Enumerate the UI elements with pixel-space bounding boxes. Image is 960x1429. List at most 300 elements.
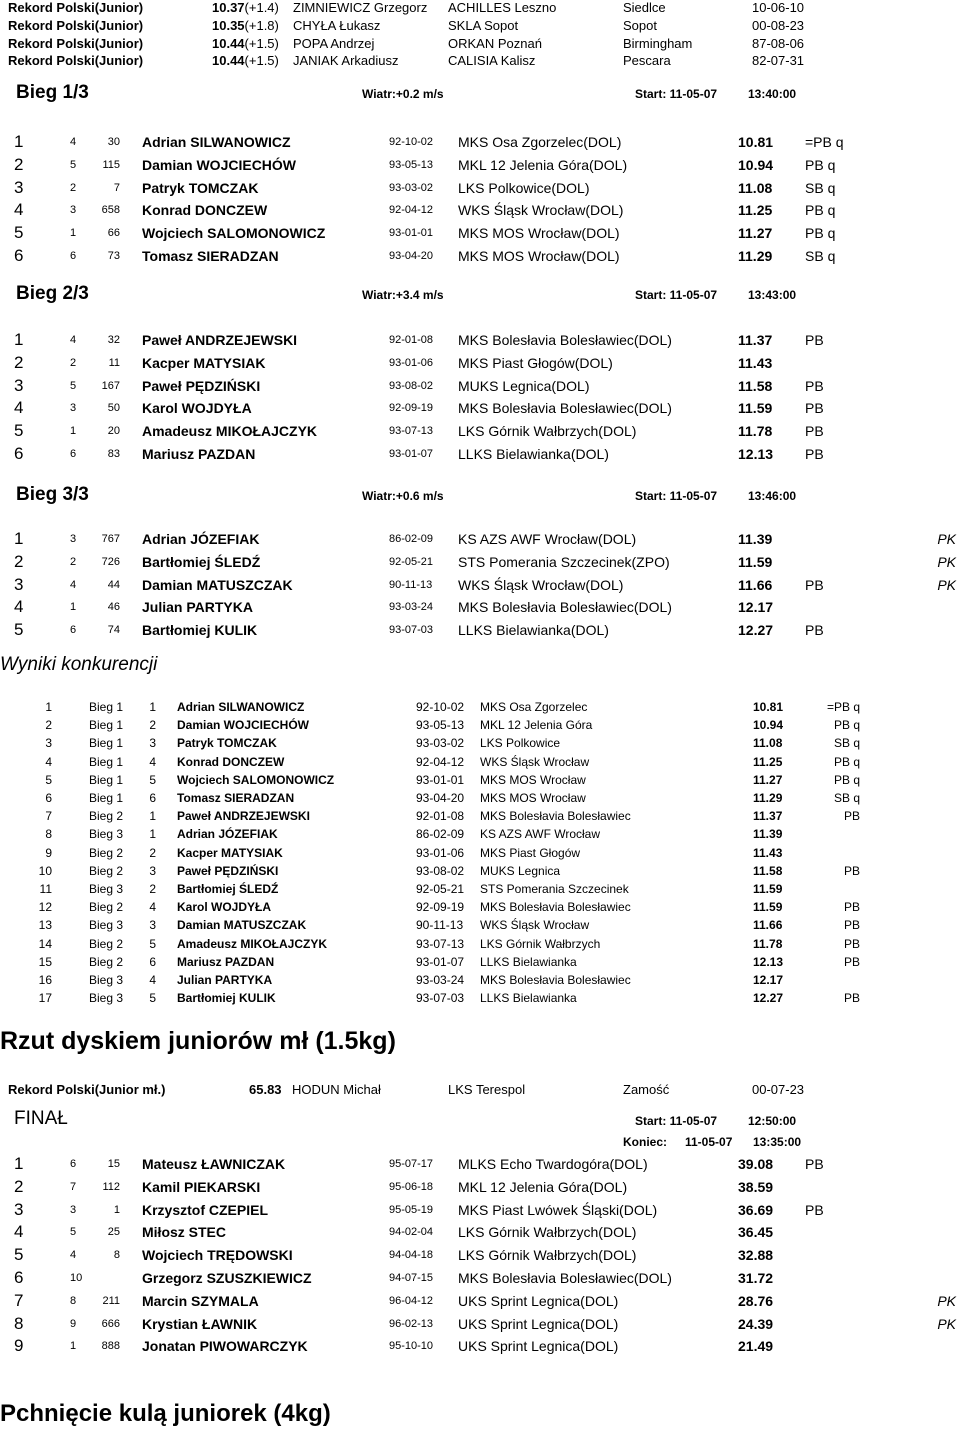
birth-date: 96-04-12: [389, 1295, 434, 1307]
lane: 4: [149, 755, 156, 769]
birth-date: 93-03-02: [416, 736, 465, 750]
lane: 8: [70, 1295, 77, 1307]
birth-date: 92-01-08: [389, 334, 434, 346]
place: 10: [38, 864, 52, 878]
result-note: SB q: [805, 248, 836, 264]
result-note: PB: [805, 332, 824, 348]
record-date: 82-07-31: [752, 53, 805, 68]
heat-title: Bieg 3/3: [16, 484, 89, 505]
result-note: PB: [805, 1202, 824, 1218]
result: 38.59: [738, 1179, 774, 1195]
lane: 4: [70, 1249, 77, 1261]
pk-flag: PK: [937, 531, 956, 547]
result-row: [0, 622, 960, 644]
bib-number: 15: [107, 1158, 120, 1170]
lane: 4: [70, 334, 77, 346]
result: 11.43: [738, 355, 773, 371]
club: WKS Śląsk Wrocław: [480, 755, 590, 769]
result-note: PB: [805, 1156, 824, 1172]
heat: Bieg 2: [89, 809, 124, 823]
athlete-name: Kamil PIEKARSKI: [142, 1179, 261, 1195]
result: 24.39: [738, 1316, 774, 1332]
bib-number: 30: [107, 136, 120, 148]
result: 11.39: [738, 531, 773, 547]
lane: 5: [70, 1226, 77, 1238]
place: 1: [14, 1154, 24, 1173]
record-label: Rekord Polski(Junior): [8, 53, 144, 68]
athlete-name: Patryk TOMCZAK: [142, 180, 259, 196]
athlete-name: Wojciech TRĘDOWSKI: [142, 1247, 293, 1263]
record-city: Zamość: [623, 1082, 670, 1097]
lane: 3: [70, 402, 77, 414]
result-note: PB: [843, 937, 860, 951]
place: 14: [38, 937, 52, 951]
birth-date: 93-01-01: [389, 227, 434, 239]
club: MKS Piast Głogów(DOL): [458, 355, 613, 371]
summary-row: [0, 773, 960, 791]
club: MKS MOS Wrocław: [480, 773, 586, 787]
heat-time: 13:40:00: [748, 87, 797, 101]
place: 6: [45, 791, 52, 805]
lane: 4: [70, 136, 77, 148]
result: 28.76: [738, 1293, 774, 1309]
heat: Bieg 2: [89, 955, 124, 969]
birth-date: 93-07-03: [389, 624, 434, 636]
heat: Bieg 2: [89, 864, 124, 878]
record-wind: (+1.8): [244, 18, 279, 33]
final-end-date: 11-05-07: [685, 1135, 733, 1149]
bib-number: 112: [102, 1181, 120, 1193]
club: UKS Sprint Legnica(DOL): [458, 1316, 619, 1332]
result: 11.59: [738, 400, 773, 416]
bib-number: 211: [102, 1295, 120, 1307]
summary-row: [0, 955, 960, 973]
athlete-name: Grzegorz SZUSZKIEWICZ: [142, 1270, 312, 1286]
place: 13: [38, 918, 52, 932]
lane: 6: [149, 791, 156, 805]
place: 16: [38, 973, 52, 987]
athlete-name: Bartłomiej KULIK: [177, 991, 276, 1005]
club: LKS Górnik Wałbrzych(DOL): [458, 423, 637, 439]
record-line: [0, 0, 960, 18]
birth-date: 93-08-02: [416, 864, 465, 878]
result-note: PB: [805, 400, 824, 416]
club: MUKS Legnica: [480, 864, 561, 878]
place: 4: [14, 200, 24, 219]
heat: Bieg 2: [89, 846, 124, 860]
heat: Bieg 3: [89, 827, 124, 841]
athlete-name: Damian WOJCIECHÓW: [177, 718, 310, 732]
place: 3: [14, 575, 24, 594]
place: 8: [14, 1314, 24, 1333]
record-club: SKLA Sopot: [448, 18, 519, 33]
result-note: PB q: [805, 225, 836, 241]
record-line: [0, 53, 960, 71]
pk-flag: PK: [937, 1293, 956, 1309]
club: MKS Osa Zgorzelec(DOL): [458, 134, 622, 150]
bib-number: 658: [101, 204, 120, 216]
club: LKS Polkowice: [480, 736, 561, 750]
athlete-name: Damian WOJCIECHÓW: [142, 157, 297, 173]
lane: 1: [70, 425, 77, 437]
club: MKS MOS Wrocław(DOL): [458, 225, 620, 241]
birth-date: 93-03-24: [389, 601, 434, 613]
result: 36.69: [738, 1202, 774, 1218]
lane: 4: [149, 973, 156, 987]
result-note: =PB q: [805, 134, 844, 150]
result-row: [0, 423, 960, 445]
record-holder: CHYŁA Łukasz: [293, 18, 381, 33]
lane: 7: [70, 1181, 77, 1193]
record-date: 10-06-10: [752, 0, 805, 15]
heat: Bieg 1: [89, 791, 124, 805]
birth-date: 86-02-09: [416, 827, 465, 841]
club: MKS Bolesłavia Bolesławiec(DOL): [458, 332, 672, 348]
club: WKS Śląsk Wrocław: [480, 918, 590, 932]
club: MKS Piast Głogów: [480, 846, 581, 860]
place: 4: [14, 398, 24, 417]
bib-number: 46: [107, 601, 120, 613]
result-row: [0, 400, 960, 422]
place: 2: [14, 552, 24, 571]
place: 5: [14, 620, 24, 639]
place: 8: [45, 827, 52, 841]
result: 11.78: [738, 423, 773, 439]
place: 17: [38, 991, 52, 1005]
birth-date: 92-05-21: [389, 556, 434, 568]
club: MKS MOS Wrocław(DOL): [458, 248, 620, 264]
place: 3: [45, 736, 52, 750]
club: WKS Śląsk Wrocław(DOL): [458, 577, 624, 593]
result: 10.81: [753, 700, 784, 714]
athlete-name: Julian PARTYKA: [142, 599, 253, 615]
result-row: [0, 1316, 960, 1338]
result-row: [0, 1293, 960, 1315]
birth-date: 92-01-08: [416, 809, 465, 823]
result-note: PB: [805, 378, 824, 394]
result-row: [0, 1156, 960, 1178]
discus-section-title: Rzut dyskiem juniorów mł (1.5kg): [0, 1027, 396, 1055]
lane: 2: [149, 882, 156, 896]
birth-date: 93-01-07: [416, 955, 465, 969]
birth-date: 92-05-21: [416, 882, 465, 896]
record-result: 10.37: [212, 0, 245, 15]
heat-start: Start: 11-05-07: [635, 87, 718, 101]
result: 21.49: [738, 1338, 774, 1354]
result: 10.94: [753, 718, 784, 732]
bib-number: 8: [113, 1249, 120, 1261]
athlete-name: Tomasz SIERADZAN: [177, 791, 295, 805]
bib-number: 7: [113, 182, 120, 194]
bib-number: 167: [101, 380, 120, 392]
result-row: [0, 157, 960, 179]
result-row: [0, 446, 960, 468]
place: 5: [14, 421, 24, 440]
club: UKS Sprint Legnica(DOL): [458, 1293, 619, 1309]
record-city: Sopot: [623, 18, 657, 33]
athlete-name: Julian PARTYKA: [177, 973, 273, 987]
bib-number: 74: [107, 624, 120, 636]
heat-start: Start: 11-05-07: [635, 489, 718, 503]
result: 11.66: [753, 918, 783, 932]
summary-title: Wyniki konkurencji: [0, 654, 158, 675]
place: 6: [14, 246, 24, 265]
club: MKS Bolesłavia Bolesławiec(DOL): [458, 1270, 672, 1286]
summary-row: [0, 718, 960, 736]
lane: 1: [149, 809, 156, 823]
result-note: PB: [843, 864, 860, 878]
bib-number: 50: [107, 402, 120, 414]
result: 11.25: [738, 202, 773, 218]
birth-date: 93-05-13: [416, 718, 465, 732]
result-row: [0, 202, 960, 224]
lane: 5: [149, 773, 156, 787]
record-date: 87-08-06: [752, 36, 805, 51]
athlete-name: Amadeusz MIKOŁAJCZYK: [177, 937, 328, 951]
lane: 1: [70, 1340, 77, 1352]
lane: 2: [149, 718, 156, 732]
athlete-name: Miłosz STEC: [142, 1224, 227, 1240]
result-row: [0, 1338, 960, 1360]
club: LKS Górnik Wałbrzych: [480, 937, 601, 951]
lane: 6: [70, 448, 77, 460]
bib-number: 666: [101, 1318, 120, 1330]
athlete-name: Paweł PĘDZIŃSKI: [177, 864, 279, 878]
result: 39.08: [738, 1156, 774, 1172]
heat-wind: Wiatr:+0.6 m/s: [362, 489, 444, 503]
summary-row: [0, 755, 960, 773]
birth-date: 93-04-20: [416, 791, 465, 805]
athlete-name: Adrian SILWANOWICZ: [177, 700, 305, 714]
lane: 10: [70, 1272, 83, 1284]
birth-date: 93-03-02: [389, 182, 434, 194]
club: MUKS Legnica(DOL): [458, 378, 590, 394]
club: MKL 12 Jelenia Góra(DOL): [458, 1179, 628, 1195]
lane: 6: [70, 1158, 77, 1170]
heat: Bieg 1: [89, 755, 124, 769]
athlete-name: Mateusz ŁAWNICZAK: [142, 1156, 286, 1172]
result-note: PB: [843, 955, 860, 969]
result-row: [0, 599, 960, 621]
birth-date: 92-10-02: [416, 700, 465, 714]
result: 11.25: [753, 755, 783, 769]
result: 32.88: [738, 1247, 774, 1263]
record-result: 65.83: [249, 1082, 282, 1097]
athlete-name: Jonatan PIWOWARCZYK: [142, 1338, 308, 1354]
place: 3: [14, 1200, 24, 1219]
place: 15: [38, 955, 52, 969]
heat: Bieg 1: [89, 773, 124, 787]
birth-date: 86-02-09: [389, 533, 434, 545]
place: 2: [45, 718, 52, 732]
result: 11.27: [753, 773, 783, 787]
lane: 3: [149, 918, 156, 932]
birth-date: 93-01-06: [389, 357, 434, 369]
result-row: [0, 1270, 960, 1292]
birth-date: 95-05-19: [389, 1204, 434, 1216]
discus-record-line: [0, 1082, 960, 1100]
club: MKS Osa Zgorzelec: [480, 700, 588, 714]
place: 6: [14, 444, 24, 463]
club: LLKS Bielawianka: [480, 955, 577, 969]
athlete-name: Kacper MATYSIAK: [177, 846, 283, 860]
result: 11.66: [738, 577, 773, 593]
result-note: PB q: [805, 202, 836, 218]
lane: 4: [149, 900, 156, 914]
summary-row: [0, 736, 960, 754]
birth-date: 92-04-12: [416, 755, 465, 769]
result-row: [0, 332, 960, 354]
club: STS Pomerania Szczecinek: [480, 882, 629, 896]
athlete-name: Mariusz PAZDAN: [177, 955, 275, 969]
result: 10.81: [738, 134, 774, 150]
birth-date: 94-02-04: [389, 1226, 434, 1238]
result: 11.27: [738, 225, 773, 241]
summary-row: [0, 700, 960, 718]
record-result-group: [212, 36, 279, 51]
athlete-name: Adrian SILWANOWICZ: [142, 134, 291, 150]
heat: Bieg 3: [89, 991, 124, 1005]
athlete-name: Krzysztof CZEPIEL: [142, 1202, 269, 1218]
club: WKS Śląsk Wrocław(DOL): [458, 202, 624, 218]
athlete-name: Karol WOJDYŁA: [177, 900, 272, 914]
record-club: LKS Terespol: [448, 1082, 526, 1097]
result-note: PB q: [805, 157, 836, 173]
birth-date: 93-01-01: [416, 773, 465, 787]
summary-row: [0, 900, 960, 918]
bib-number: 66: [107, 227, 120, 239]
record-city: Pescara: [623, 53, 671, 68]
result: 11.39: [753, 827, 783, 841]
heat-time: 13:46:00: [748, 489, 797, 503]
result: 12.13: [753, 955, 784, 969]
result: 11.43: [753, 846, 783, 860]
shotput-section-title: Pchnięcie kulą juniorek (4kg): [0, 1400, 331, 1427]
heat-start: Start: 11-05-07: [635, 288, 718, 302]
result-note: PB q: [833, 773, 860, 787]
record-result: 10.44: [212, 53, 245, 68]
lane: 2: [70, 357, 77, 369]
lane: 9: [70, 1318, 77, 1330]
birth-date: 90-11-13: [389, 579, 433, 591]
club: MKS Bolesłavia Bolesławiec: [480, 973, 631, 987]
result: 11.29: [753, 791, 783, 805]
place: 11: [39, 882, 52, 896]
club: MKS Bolesłavia Bolesławiec(DOL): [458, 400, 672, 416]
lane: 6: [70, 624, 77, 636]
record-label: Rekord Polski(Junior): [8, 0, 144, 15]
result: 11.08: [738, 180, 773, 196]
record-wind: (+1.5): [244, 53, 279, 68]
record-result: 10.35: [212, 18, 245, 33]
result-row: [0, 225, 960, 247]
club: MLKS Echo Twardogóra(DOL): [458, 1156, 648, 1172]
club: LKS Polkowice(DOL): [458, 180, 590, 196]
summary-row: [0, 991, 960, 1009]
lane: 2: [70, 556, 77, 568]
result: 10.94: [738, 157, 774, 173]
place: 5: [14, 223, 24, 242]
bib-number: 73: [107, 250, 120, 262]
lane: 3: [70, 204, 77, 216]
place: 12: [38, 900, 52, 914]
bib-number: 11: [108, 357, 120, 369]
result-note: PB q: [833, 755, 860, 769]
result-row: [0, 134, 960, 156]
birth-date: 95-07-17: [389, 1158, 434, 1170]
result-note: PB q: [833, 718, 860, 732]
record-holder: POPA Andrzej: [293, 36, 375, 51]
athlete-name: Konrad DONCZEW: [177, 755, 285, 769]
club: MKS Bolesłavia Bolesławiec(DOL): [458, 599, 672, 615]
summary-row: [0, 864, 960, 882]
result: 31.72: [738, 1270, 774, 1286]
summary-row: [0, 918, 960, 936]
result-row: [0, 180, 960, 202]
heat-title: Bieg 1/3: [16, 82, 89, 103]
birth-date: 93-03-24: [416, 973, 465, 987]
athlete-name: Mariusz PAZDAN: [142, 446, 256, 462]
result-note: SB q: [833, 736, 860, 750]
place: 3: [14, 376, 24, 395]
athlete-name: Adrian JÓZEFIAK: [142, 531, 260, 547]
bib-number: 115: [102, 159, 120, 171]
birth-date: 95-10-10: [389, 1340, 434, 1352]
club: KS AZS AWF Wrocław(DOL): [458, 531, 637, 547]
heat: Bieg 1: [89, 700, 124, 714]
record-label: Rekord Polski(Junior mł.): [8, 1082, 166, 1097]
summary-row: [0, 937, 960, 955]
record-holder: JANIAK Arkadiusz: [293, 53, 399, 68]
lane: 1: [70, 227, 77, 239]
lane: 5: [70, 380, 77, 392]
result: 11.78: [753, 937, 783, 951]
lane: 5: [149, 937, 156, 951]
summary-row: [0, 809, 960, 827]
result-row: [0, 378, 960, 400]
record-result-group: [212, 53, 279, 68]
athlete-name: Damian MATUSZCZAK: [177, 918, 307, 932]
result-row: [0, 1247, 960, 1269]
result-note: PB: [843, 991, 860, 1005]
heat: Bieg 1: [89, 736, 124, 750]
result-note: SB q: [805, 180, 836, 196]
result-row: [0, 577, 960, 599]
athlete-name: Wojciech SALOMONOWICZ: [142, 225, 326, 241]
lane: 4: [70, 579, 77, 591]
place: 2: [14, 155, 24, 174]
lane: 2: [70, 182, 77, 194]
athlete-name: Paweł ANDRZEJEWSKI: [177, 809, 310, 823]
club: LLKS Bielawianka(DOL): [458, 446, 609, 462]
place: 4: [14, 1222, 24, 1241]
lane: 3: [70, 533, 77, 545]
place: 5: [14, 1245, 24, 1264]
heat: Bieg 3: [89, 918, 124, 932]
birth-date: 94-07-15: [389, 1272, 434, 1284]
birth-date: 93-08-02: [389, 380, 434, 392]
result-note: PB: [805, 423, 824, 439]
lane: 1: [149, 827, 156, 841]
club: MKS MOS Wrocław: [480, 791, 586, 805]
result-note: PB: [843, 900, 860, 914]
pk-flag: PK: [937, 1316, 956, 1332]
record-result-group: [212, 18, 279, 33]
record-city: Birmingham: [623, 36, 693, 51]
place: 6: [14, 1268, 24, 1287]
result-row: [0, 554, 960, 576]
result: 11.37: [738, 332, 773, 348]
